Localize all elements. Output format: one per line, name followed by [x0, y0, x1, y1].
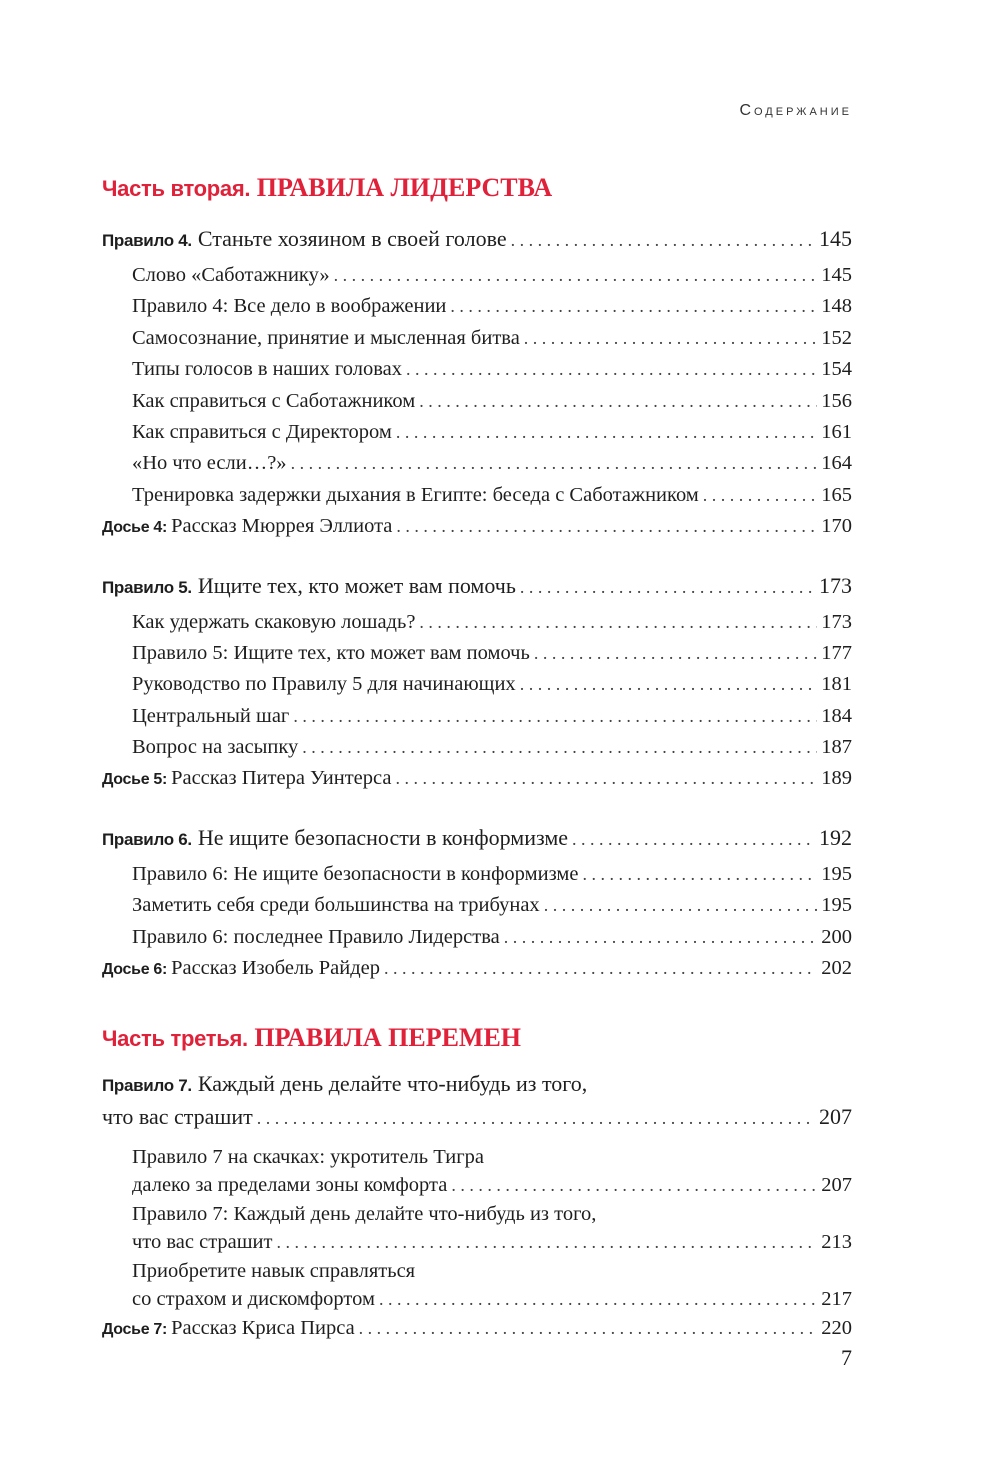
dossier-entry[interactable] — [102, 953, 852, 984]
page-number: 213 — [821, 1231, 852, 1254]
toc-entry[interactable] — [102, 565, 852, 607]
entry-title: что вас страшит — [102, 1104, 253, 1130]
part-label: Часть вторая. — [102, 176, 251, 201]
page-number-footer: 7 — [841, 1345, 852, 1370]
page-number: 207 — [821, 1174, 852, 1197]
leader-dots — [293, 701, 817, 732]
toc-entry-line[interactable] — [102, 1229, 852, 1256]
leader-dots — [703, 480, 817, 511]
rule-6-section — [102, 817, 852, 985]
page-number: 195 — [821, 894, 852, 917]
toc-entry[interactable] — [102, 890, 852, 921]
rule-label: Правило 5. — [102, 577, 192, 597]
entry-title: далеко за пределами зоны комфорта — [132, 1174, 448, 1197]
toc-entry-line[interactable] — [102, 1142, 852, 1172]
toc-entry[interactable] — [102, 448, 852, 479]
page-number: 187 — [821, 736, 852, 759]
toc-entry[interactable] — [102, 638, 852, 669]
toc-entry[interactable] — [102, 669, 852, 700]
page-number: 156 — [821, 389, 852, 412]
toc-entry[interactable] — [102, 260, 852, 291]
page-number: 177 — [821, 641, 852, 664]
dossier-label: Досье 6: — [102, 961, 168, 979]
entry-title: Рассказ Криса Пирса — [171, 1317, 355, 1340]
page-number: 145 — [819, 226, 852, 251]
leader-dots — [419, 607, 817, 638]
leader-dots — [384, 953, 817, 984]
entry-title: Рассказ Мюррея Эллиота — [171, 515, 393, 538]
toc-entry-line[interactable] — [102, 1286, 852, 1313]
leader-dots — [406, 354, 817, 385]
leader-dots — [359, 1313, 818, 1344]
dossier-label: Досье 4: — [102, 519, 168, 537]
part-title: ПРАВИЛА ЛИДЕРСТВА — [256, 173, 553, 202]
entry-title: Правило 6: последнее Правило Лидерства — [132, 925, 500, 948]
toc-entry[interactable] — [102, 323, 852, 354]
toc-entry-line[interactable] — [102, 1100, 852, 1134]
toc-entry[interactable] — [102, 218, 852, 260]
leader-dots — [276, 1229, 817, 1256]
toc-entry-line[interactable] — [102, 1256, 852, 1286]
page-number: 173 — [819, 572, 852, 598]
page-number: 161 — [821, 420, 852, 443]
dossier-label: Досье 5: — [102, 771, 168, 789]
dossier-label: Досье 7: — [102, 1321, 168, 1339]
entry-title: Как удержать скаковую лошадь? — [132, 610, 416, 633]
page-number: 220 — [821, 1317, 852, 1340]
entry-title: «Но что если…?» — [132, 452, 287, 475]
leader-dots — [257, 1101, 815, 1135]
rule-label: Правило 4. — [102, 231, 192, 250]
toc-entry-line[interactable] — [102, 1068, 852, 1100]
entry-title: Приобретите навык справляться — [132, 1260, 416, 1283]
page-number: 145 — [821, 264, 852, 286]
entry-title: Правило 7: Каждый день делайте что-нибудь из того, — [132, 1203, 597, 1226]
leader-dots — [520, 566, 815, 608]
rule-5-section — [102, 565, 852, 795]
toc-entry-line[interactable] — [102, 1172, 852, 1199]
entry-title: со страхом и дискомфортом — [132, 1288, 375, 1311]
leader-dots — [504, 922, 818, 953]
page-number: 217 — [821, 1288, 852, 1311]
part-title: ПРАВИЛА ПЕРЕМЕН — [254, 1023, 522, 1053]
page-number: 181 — [821, 673, 852, 696]
leader-dots — [511, 219, 815, 261]
entry-title: Как справиться с Директором — [132, 420, 392, 443]
toc-entry[interactable] — [102, 386, 852, 417]
entry-title: Тренировка задержки дыхания в Египте: беседа с Саботажником — [132, 483, 699, 506]
entry-title: Заметить себя среди большинства на трибунах — [132, 894, 540, 917]
rule-4-section — [102, 218, 852, 543]
leader-dots — [524, 323, 817, 354]
page-number: 164 — [821, 452, 852, 475]
dossier-entry[interactable] — [102, 763, 852, 794]
rule-label: Правило 6. — [102, 829, 192, 849]
entry-title: Правило 6: Не ищите безопасности в конформизме — [132, 862, 579, 885]
entry-title: Правило 5: Ищите тех, кто может вам помочь — [132, 641, 530, 664]
entry-title: Как справиться с Саботажником — [132, 389, 416, 412]
toc-entry[interactable] — [102, 817, 852, 859]
page-number: 200 — [821, 925, 852, 948]
entry-title: Рассказ Питера Уинтерса — [171, 767, 392, 790]
toc-entry[interactable] — [102, 354, 852, 385]
part-heading — [102, 168, 852, 208]
leader-dots — [520, 669, 818, 700]
leader-dots — [396, 511, 817, 542]
entry-title: Типы голосов в наших головах — [132, 358, 402, 381]
leader-dots — [544, 890, 818, 921]
leader-dots — [419, 386, 817, 417]
entry-title: Ищите тех, кто может вам помочь — [197, 572, 516, 598]
toc-entry[interactable] — [102, 417, 852, 448]
leader-dots — [534, 638, 817, 669]
page-number: 152 — [821, 326, 852, 349]
leader-dots — [291, 448, 818, 479]
page-number: 207 — [819, 1104, 852, 1130]
toc-entry-line[interactable] — [102, 1199, 852, 1229]
leader-dots — [582, 859, 817, 890]
toc-entry[interactable] — [102, 859, 852, 890]
entry-title: Руководство по Правилу 5 для начинающих — [132, 673, 516, 696]
page-number: 202 — [821, 957, 852, 980]
toc-entry[interactable] — [102, 607, 852, 638]
leader-dots — [450, 291, 817, 322]
page-number: 170 — [821, 515, 852, 538]
page-number: 154 — [821, 358, 852, 381]
leader-dots — [379, 1286, 817, 1313]
toc-entry[interactable] — [102, 701, 852, 732]
toc-entry[interactable] — [102, 922, 852, 953]
entry-title: Каждый день делайте что-нибудь из того, — [197, 1071, 588, 1097]
entry-title: Центральный шаг — [132, 704, 290, 727]
table-of-contents — [102, 168, 852, 1345]
entry-title: Правило 7 на скачках: укротитель Тигра — [132, 1146, 485, 1169]
leader-dots — [396, 417, 817, 448]
rule-7-section — [102, 1068, 852, 1344]
entry-title: Станьте хозяином в своей голове — [197, 226, 507, 251]
entry-title: Слово «Саботажнику» — [132, 264, 330, 286]
entry-title: Не ищите безопасности в конформизме — [197, 824, 569, 850]
leader-dots — [572, 818, 815, 860]
running-head: Содержание — [739, 102, 852, 119]
part-label: Часть третья. — [102, 1026, 248, 1052]
entry-title: Вопрос на засыпку — [132, 736, 299, 759]
leader-dots — [451, 1172, 817, 1199]
page-number: 195 — [821, 862, 852, 885]
toc-entry[interactable] — [102, 732, 852, 763]
entry-title: Правило 4: Все дело в воображении — [132, 295, 447, 318]
leader-dots — [334, 260, 818, 291]
toc-entry[interactable] — [102, 480, 852, 511]
page-number: 173 — [821, 610, 852, 633]
leader-dots — [395, 763, 817, 794]
entry-title: Самосознание, принятие и мысленная битва — [132, 326, 520, 349]
page-number: 192 — [819, 824, 852, 850]
entry-title: что вас страшит — [132, 1231, 273, 1254]
rule-label: Правило 7. — [102, 1076, 192, 1096]
leader-dots — [302, 732, 817, 763]
page-number: 184 — [821, 704, 852, 727]
page-number: 165 — [821, 483, 852, 506]
part-heading — [102, 1018, 852, 1058]
dossier-entry[interactable] — [102, 511, 852, 542]
page-number: 189 — [821, 767, 852, 790]
toc-entry[interactable] — [102, 291, 852, 322]
page-number: 148 — [821, 295, 852, 318]
entry-title: Рассказ Изобель Райдер — [171, 957, 380, 980]
dossier-entry[interactable] — [102, 1313, 852, 1344]
